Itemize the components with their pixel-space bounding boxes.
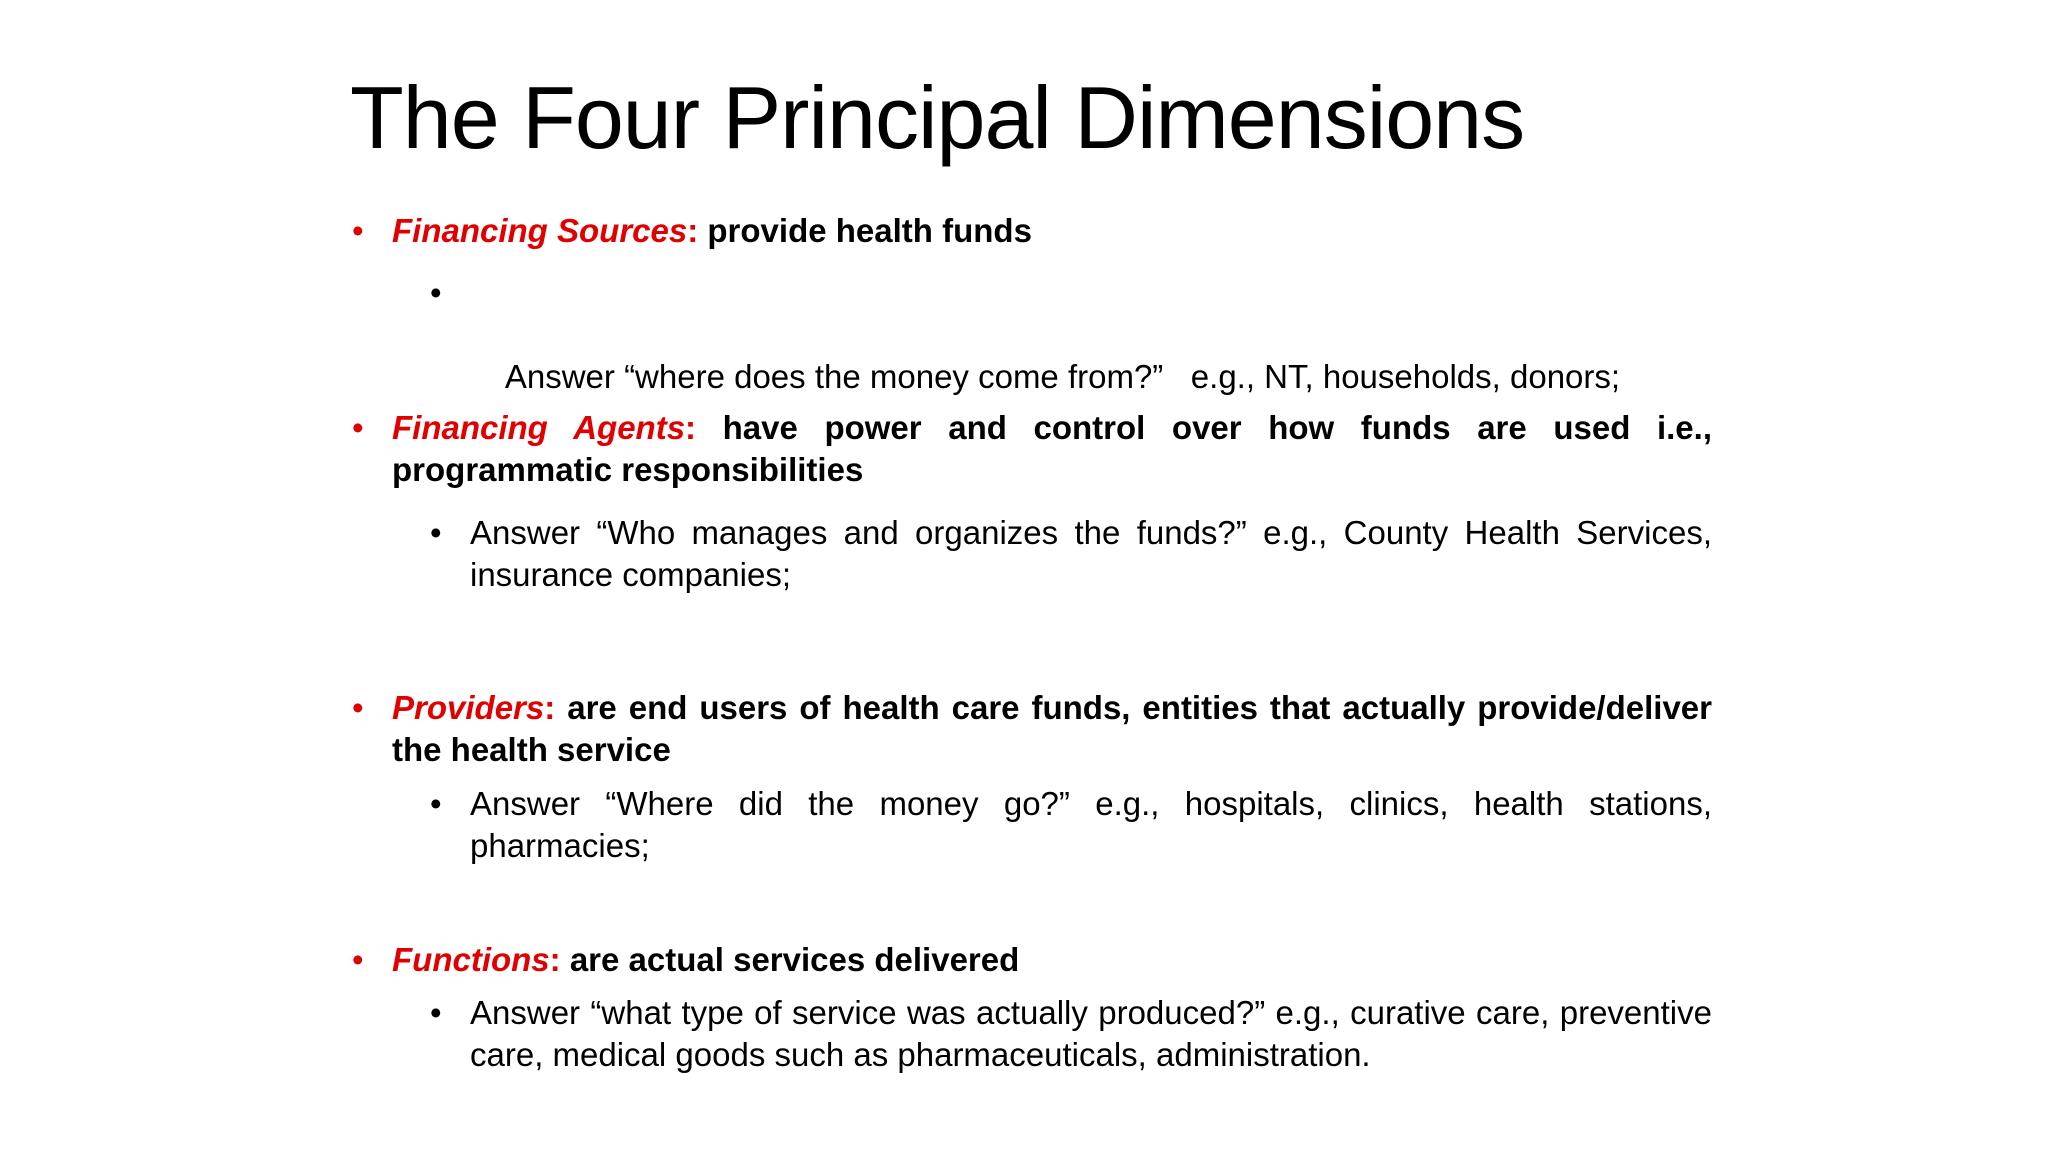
bullet-financing-agents (352, 407, 1712, 491)
sub-bullet-marker: • (430, 785, 442, 822)
description-financing-agents: have power and control over how funds are used i.e., programmatic responsibilities (392, 409, 1712, 488)
bullet-functions (352, 939, 1712, 981)
bullet-marker: • (352, 409, 364, 446)
description-providers: are end users of health care funds, entities that actually provide/deliver the health service (392, 689, 1712, 768)
sub-text-financing-sources: Answer “where does the money come from?” e.g., NT, households, donors; (504, 358, 1621, 395)
sub-text-functions: Answer “what type of service was actually produced?” e.g., curative care, preventive care, medical goods such as pharmaceuticals, administration. (470, 994, 1712, 1073)
term-colon: : (687, 212, 699, 249)
sub-bullet-marker: • (430, 274, 442, 311)
bullet-marker: • (352, 941, 364, 978)
term-financing-sources: Financing Sources (392, 212, 688, 249)
sub-text-providers: Answer “Where did the money go?” e.g., hospitals, clinics, health stations, pharmacies; (470, 785, 1712, 864)
term-providers: Providers (392, 689, 545, 726)
term-colon: : (549, 941, 561, 978)
sub-bullet-financing-agents (430, 512, 1712, 596)
sub-bullet-marker: • (430, 514, 442, 551)
term-financing-agents: Financing Agents (392, 409, 686, 446)
sub-bullet-functions (430, 992, 1712, 1076)
description-functions: are actual services delivered (560, 941, 1020, 978)
sub-bullet-marker: • (430, 994, 442, 1031)
term-colon: : (685, 409, 697, 446)
sub-text-financing-agents: Answer “Who manages and organizes the funds?” e.g., County Health Services, insurance companies; (470, 514, 1712, 593)
bullet-marker: • (352, 212, 364, 249)
bullet-providers (352, 687, 1712, 771)
description-financing-sources: provide health funds (698, 212, 1032, 249)
sub-bullet-providers (430, 783, 1712, 867)
bullet-marker: • (352, 689, 364, 726)
slide-title: The Four Principal Dimensions (350, 68, 1525, 167)
bullet-financing-sources (352, 210, 1712, 252)
term-functions: Functions (392, 941, 550, 978)
term-colon: : (544, 689, 556, 726)
